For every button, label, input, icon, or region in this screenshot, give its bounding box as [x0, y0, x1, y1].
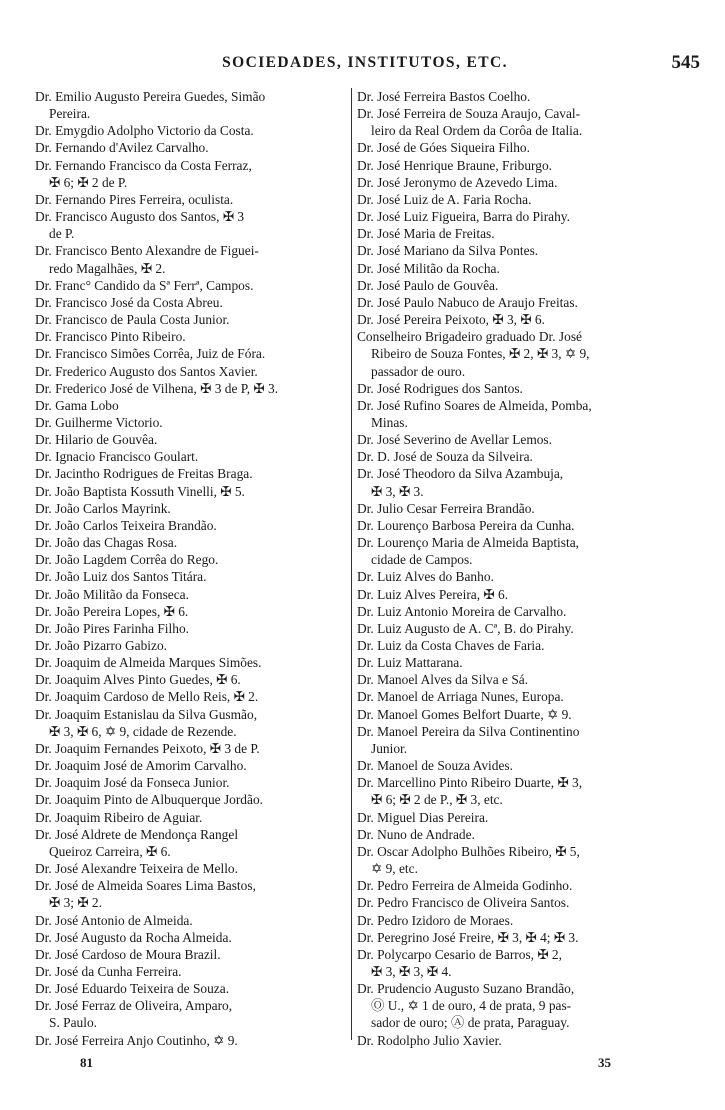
entry-line: Dr. Manoel de Souza Avides.	[357, 758, 513, 774]
entry-line: Dr. Pedro Francisco de Oliveira Santos.	[357, 895, 570, 911]
directory-entry	[35, 860, 348, 877]
entry-line: Dr. Lourenço Maria de Almeida Baptista,	[357, 535, 579, 551]
entry-continuation-line: ✠ 6; ✠ 2 de P.	[49, 174, 128, 190]
entry-line: Dr. Manoel Gomes Belfort Duarte, ✡ 9.	[357, 706, 572, 722]
entry-continuation-line: sador de ouro; Ⓐ de prata, Paraguay.	[371, 1015, 570, 1031]
directory-entry	[35, 294, 348, 311]
entry-line: Dr. João Luiz dos Santos Titára.	[35, 569, 207, 585]
directory-entry	[357, 208, 700, 225]
directory-entry	[357, 157, 700, 174]
directory-entry	[357, 242, 700, 259]
entry-line: Dr. José Ferraz de Oliveira, Amparo,	[35, 998, 233, 1014]
entry-line: Dr. Luiz Alves Pereira, ✠ 6.	[357, 586, 509, 602]
directory-entry	[357, 757, 700, 774]
entry-line: Dr. Pedro Ferreira de Almeida Godinho.	[357, 878, 573, 894]
directory-entry	[357, 723, 700, 757]
entry-line: Dr. Luiz da Costa Chaves de Faria.	[357, 638, 545, 653]
directory-entry	[35, 912, 348, 929]
page-number: 545	[671, 52, 700, 73]
entry-line: Dr. José Antonio de Almeida.	[35, 912, 193, 928]
directory-entry	[35, 997, 348, 1031]
directory-entry	[35, 88, 348, 122]
column-divider	[351, 88, 352, 1040]
directory-entry	[35, 791, 348, 808]
entry-continuation-line: ✠ 3, ✠ 3.	[371, 483, 424, 499]
entry-line: Dr. Peregrino José Freire, ✠ 3, ✠ 4; ✠ 3.	[357, 929, 579, 945]
directory-entry	[35, 774, 348, 791]
entry-line: Dr. José Eduardo Teixeira de Souza.	[35, 981, 230, 997]
entry-line: Dr. Joaquim Alves Pinto Guedes, ✠ 6.	[35, 672, 241, 688]
entry-line: Dr. Franc° Candido da Sª Ferrª, Campos.	[35, 277, 254, 293]
directory-entry	[35, 637, 348, 654]
entry-line: Dr. João Pizarro Gabizo.	[35, 638, 168, 653]
entry-continuation-line: S. Paulo.	[49, 1015, 97, 1031]
entry-line: Dr. José Jeronymo de Azevedo Lima.	[357, 174, 558, 190]
entry-continuation-line: passador de ouro.	[371, 363, 466, 379]
directory-entry	[357, 174, 700, 191]
entry-line: Dr. Luiz Mattarana.	[357, 655, 463, 671]
entry-line: Dr. Francisco Augusto dos Santos, ✠ 3	[35, 209, 245, 225]
directory-entry	[357, 1032, 700, 1049]
directory-entry	[35, 483, 348, 500]
directory-entry	[357, 688, 700, 705]
entry-line: Dr. Polycarpo Cesario de Barros, ✠ 2,	[357, 946, 562, 962]
entry-line: Dr. Jacintho Rodrigues de Freitas Braga.	[35, 466, 253, 482]
directory-entry	[357, 448, 700, 465]
entry-continuation-line: ✠ 3, ✠ 6, ✡ 9, cidade de Rezende.	[49, 723, 237, 739]
directory-entry	[35, 277, 348, 294]
entry-line: Dr. Emygdio Adolpho Victorio da Costa.	[35, 123, 254, 139]
entry-line: Dr. Lourenço Barbosa Pereira da Cunha.	[357, 517, 575, 533]
directory-entry	[357, 225, 700, 242]
directory-entry	[357, 294, 700, 311]
entry-line: Dr. Emilio Augusto Pereira Guedes, Simão	[35, 89, 266, 104]
entry-line: Dr. José da Cunha Ferreira.	[35, 963, 182, 979]
directory-entry	[35, 551, 348, 568]
entry-line: Dr. Manoel de Arriaga Nunes, Europa.	[357, 689, 564, 705]
entry-line: Dr. João Baptista Kossuth Vinelli, ✠ 5.	[35, 483, 245, 499]
directory-entry	[35, 963, 348, 980]
entry-line: Dr. Francisco Simões Corrêa, Juiz de Fóra.	[35, 346, 266, 362]
directory-entry	[357, 980, 700, 1031]
directory-entry	[357, 929, 700, 946]
directory-entry	[35, 586, 348, 603]
directory-entry	[357, 380, 700, 397]
footer-signature-right: 35	[598, 1055, 611, 1070]
entry-line: Dr. Gama Lobo	[35, 397, 119, 413]
entry-line: Dr. Miguel Dias Pereira.	[357, 809, 489, 825]
directory-entry	[35, 157, 348, 191]
directory-entry	[35, 603, 348, 620]
entry-line: Dr. Joaquim Cardoso de Mello Reis, ✠ 2.	[35, 689, 259, 705]
directory-entry	[357, 568, 700, 585]
directory-entry	[357, 826, 700, 843]
directory-entry	[357, 328, 700, 379]
entry-line: Dr. José Ferreira Bastos Coelho.	[357, 89, 531, 104]
directory-entry	[357, 431, 700, 448]
left-column	[35, 88, 348, 1049]
directory-entry	[35, 465, 348, 482]
entry-line: Dr. João Lagdem Corrêa do Rego.	[35, 552, 219, 568]
entry-continuation-line: ✠ 3, ✠ 3, ✠ 4.	[371, 963, 452, 979]
entry-line: Dr. João Pires Farinha Filho.	[35, 620, 189, 636]
entry-line: Dr. Prudencio Augusto Suzano Brandão,	[357, 981, 575, 997]
directory-entry	[357, 500, 700, 517]
entry-line: Dr. Francisco de Paula Costa Junior.	[35, 312, 230, 328]
entry-line: Dr. Fernando Pires Ferreira, oculista.	[35, 191, 234, 207]
directory-entry	[357, 88, 700, 105]
entry-continuation-line: ✠ 3; ✠ 2.	[49, 895, 102, 911]
directory-entry	[35, 191, 348, 208]
entry-line: Dr. Joaquim Ribeiro de Aguiar.	[35, 809, 203, 825]
directory-entry	[35, 380, 348, 397]
entry-line: Dr. Frederico Augusto dos Santos Xavier.	[35, 363, 258, 379]
directory-entry	[357, 260, 700, 277]
directory-entry	[35, 568, 348, 585]
directory-entry	[35, 946, 348, 963]
directory-entry	[357, 105, 700, 139]
entry-line: Dr. João Militão da Fonseca.	[35, 586, 189, 602]
directory-entry	[35, 706, 348, 740]
directory-entry	[357, 517, 700, 534]
directory-entry	[35, 208, 348, 242]
directory-entry	[35, 877, 348, 911]
directory-entry	[357, 586, 700, 603]
directory-entry	[35, 242, 348, 276]
directory-entry	[357, 946, 700, 980]
entry-continuation-line: Minas.	[371, 414, 408, 430]
directory-entry	[35, 431, 348, 448]
directory-entry	[357, 637, 700, 654]
directory-entry	[357, 620, 700, 637]
entry-line: Dr. Pedro Izidoro de Moraes.	[357, 912, 514, 928]
entry-line: Dr. Fernando d'Avilez Carvalho.	[35, 140, 209, 156]
right-column	[357, 88, 700, 1049]
entry-continuation-line: ✠ 6; ✠ 2 de P., ✠ 3, etc.	[371, 792, 503, 808]
directory-entry	[35, 1032, 348, 1049]
directory-entry	[357, 671, 700, 688]
entry-continuation-line: redo Magalhães, ✠ 2.	[49, 260, 166, 276]
entry-line: Dr. Guilherme Victorio.	[35, 414, 163, 430]
entry-continuation-line: Ⓞ U., ✡ 1 de ouro, 4 de prata, 9 pas-	[371, 998, 572, 1014]
entry-line: Dr. Frederico José de Vilhena, ✠ 3 de P, ✠ 3.	[35, 380, 279, 396]
entry-line: Dr. Francisco Pinto Ribeiro.	[35, 329, 186, 345]
entry-line: Dr. José Militão da Rocha.	[357, 260, 500, 276]
directory-entry	[35, 929, 348, 946]
entry-continuation-line: leiro da Real Ordem da Corôa de Italia.	[371, 123, 583, 139]
footer-signature-left: 81	[80, 1055, 93, 1070]
entry-line: Dr. José Rufino Soares de Almeida, Pomba,	[357, 397, 592, 413]
directory-entry	[35, 809, 348, 826]
entry-line: Dr. José Luiz Figueira, Barra do Pirahy.	[357, 209, 570, 225]
directory-entry	[35, 757, 348, 774]
entry-line: Dr. Luiz Antonio Moreira de Carvalho.	[357, 603, 567, 619]
directory-entry	[35, 688, 348, 705]
directory-entry	[357, 774, 700, 808]
directory-entry	[35, 826, 348, 860]
entry-line: Dr. José Cardoso de Moura Brazil.	[35, 946, 221, 962]
entry-line: Dr. José Ferreira de Souza Araujo, Caval-	[357, 106, 581, 122]
entry-line: Dr. Fernando Francisco da Costa Ferraz,	[35, 157, 252, 173]
entry-line: Dr. Joaquim Fernandes Peixoto, ✠ 3 de P.	[35, 740, 260, 756]
directory-entry	[35, 534, 348, 551]
entry-line: Dr. Francisco José da Costa Abreu.	[35, 294, 223, 310]
entry-line: Dr. Luiz Alves do Banho.	[357, 569, 494, 585]
entry-line: Dr. Oscar Adolpho Bulhões Ribeiro, ✠ 5,	[357, 843, 580, 859]
directory-entry	[35, 311, 348, 328]
directory-entry	[35, 980, 348, 997]
entry-line: Dr. Francisco Bento Alexandre de Figuei-	[35, 243, 259, 259]
entry-line: Dr. Ignacio Francisco Goulart.	[35, 449, 199, 465]
entry-line: Dr. Joaquim José de Amorim Carvalho.	[35, 758, 247, 774]
entry-line: Dr. João Carlos Teixeira Brandão.	[35, 517, 217, 533]
entry-line: Dr. José Severino de Avellar Lemos.	[357, 432, 552, 448]
directory-entry	[35, 328, 348, 345]
entry-line: Dr. Joaquim de Almeida Marques Simões.	[35, 655, 262, 671]
directory-entry	[357, 877, 700, 894]
entry-line: Dr. D. José de Souza da Silveira.	[357, 449, 533, 465]
directory-entry	[357, 603, 700, 620]
entry-continuation-line: Ribeiro de Souza Fontes, ✠ 2, ✠ 3, ✡ 9,	[371, 346, 590, 362]
running-header	[30, 52, 700, 82]
entry-line: Dr. Manoel Pereira da Silva Continentino	[357, 723, 580, 739]
entry-line: Dr. José Theodoro da Silva Azambuja,	[357, 466, 564, 482]
entry-continuation-line: de P.	[49, 226, 75, 242]
entry-line: Dr. Joaquim Pinto de Albuquerque Jordão.	[35, 792, 263, 808]
directory-entry	[357, 397, 700, 431]
entry-line: Dr. João Carlos Mayrink.	[35, 500, 171, 516]
directory-entry	[357, 843, 700, 877]
entry-line: Dr. Marcellino Pinto Ribeiro Duarte, ✠ 3,	[357, 775, 583, 791]
entry-continuation-line: ✡ 9, etc.	[371, 861, 418, 877]
directory-entry	[357, 191, 700, 208]
entry-line: Dr. José Aldrete de Mendonça Rangel	[35, 826, 239, 842]
directory-entry	[357, 706, 700, 723]
entry-continuation-line: Pereira.	[49, 106, 91, 122]
page-title: SOCIEDADES, INSTITUTOS, ETC.	[222, 54, 508, 71]
directory-entry	[357, 139, 700, 156]
directory-entry	[35, 740, 348, 757]
entry-continuation-line: cidade de Campos.	[371, 552, 473, 568]
entry-line: Dr. Hilario de Gouvêa.	[35, 432, 158, 448]
directory-entry	[35, 363, 348, 380]
entry-line: Dr. Nuno de Andrade.	[357, 826, 475, 842]
directory-entry	[35, 397, 348, 414]
directory-entry	[35, 654, 348, 671]
directory-entry	[357, 277, 700, 294]
directory-entry	[35, 671, 348, 688]
entry-continuation-line: Junior.	[371, 740, 408, 756]
directory-entry	[357, 912, 700, 929]
entry-line: Dr. José Rodrigues dos Santos.	[357, 380, 523, 396]
directory-entry	[35, 345, 348, 362]
directory-entry	[35, 139, 348, 156]
entry-line: Dr. Luiz Augusto de A. Cª, B. do Pirahy.	[357, 620, 574, 636]
entry-line: Dr. José Luiz de A. Faria Rocha.	[357, 191, 532, 207]
directory-entry	[357, 894, 700, 911]
entry-line: Dr. Rodolpho Julio Xavier.	[357, 1032, 502, 1048]
directory-entry	[35, 122, 348, 139]
entry-line: Dr. José Paulo Nabuco de Araujo Freitas.	[357, 294, 578, 310]
directory-entry	[357, 311, 700, 328]
entry-line: Dr. José de Almeida Soares Lima Bastos,	[35, 878, 256, 894]
entry-line: Dr. José Maria de Freitas.	[357, 226, 495, 242]
entry-line: Dr. José Pereira Peixoto, ✠ 3, ✠ 6.	[357, 312, 545, 328]
entry-line: Dr. João das Chagas Rosa.	[35, 535, 178, 551]
entry-line: Dr. Joaquim Estanislau da Silva Gusmão,	[35, 706, 258, 722]
directory-entry	[357, 465, 700, 499]
entry-line: Dr. José Mariano da Silva Pontes.	[357, 243, 539, 259]
entry-line: Dr. José Henrique Braune, Friburgo.	[357, 157, 553, 173]
directory-entry	[35, 620, 348, 637]
entry-line: Conselheiro Brigadeiro graduado Dr. José	[357, 329, 582, 345]
entry-line: Dr. José de Góes Siqueira Filho.	[357, 140, 530, 156]
directory-entry	[35, 448, 348, 465]
directory-entry	[35, 517, 348, 534]
entry-line: Dr. José Alexandre Teixeira de Mello.	[35, 861, 238, 877]
entry-continuation-line: Queiroz Carreira, ✠ 6.	[49, 843, 171, 859]
entry-line: Dr. José Augusto da Rocha Almeida.	[35, 929, 232, 945]
entry-line: Dr. João Pereira Lopes, ✠ 6.	[35, 603, 189, 619]
entry-line: Dr. José Ferreira Anjo Coutinho, ✡ 9.	[35, 1032, 238, 1048]
entry-line: Dr. Julio Cesar Ferreira Brandão.	[357, 500, 535, 516]
directory-entry	[357, 534, 700, 568]
entry-line: Dr. Joaquim José da Fonseca Junior.	[35, 775, 230, 791]
directory-entry	[357, 654, 700, 671]
directory-entry	[35, 414, 348, 431]
entry-line: Dr. Manoel Alves da Silva e Sá.	[357, 672, 529, 688]
directory-entry	[35, 500, 348, 517]
directory-entry	[357, 809, 700, 826]
entry-line: Dr. José Paulo de Gouvêa.	[357, 277, 499, 293]
